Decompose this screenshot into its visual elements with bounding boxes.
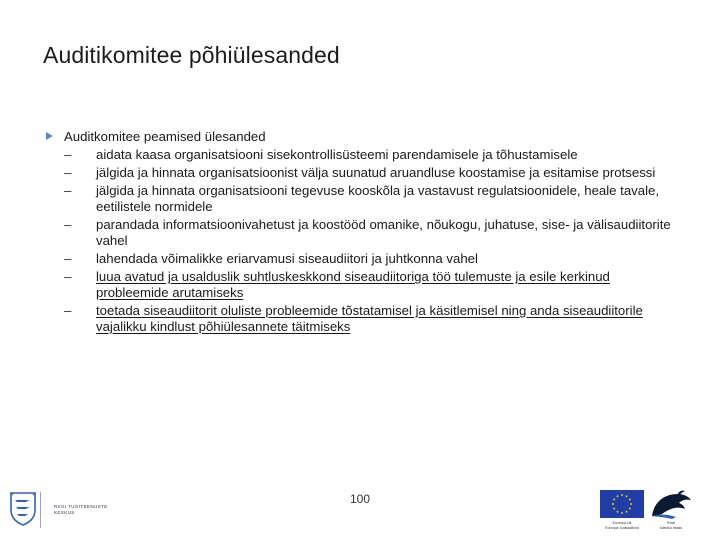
eu-caption xyxy=(598,521,646,530)
estonia-logo xyxy=(648,488,694,532)
eu-caption-line-2: Euroopa Sotsiaalfond xyxy=(605,525,639,530)
dash-bullet-icon: – xyxy=(64,147,72,162)
sub-bullet-item xyxy=(46,303,676,335)
sub-bullet-text: aidata kaasa organisatsiooni sisekontrollisüsteemi parendamisele ja tõhustamisele xyxy=(96,147,578,162)
logo-text-line-2: KESKUS xyxy=(54,510,75,515)
logo-text xyxy=(54,504,108,516)
sub-bullet-text: luua avatud ja usalduslik suhtluskeskkond siseaudiitoriga töö tulemuste ja esile kerkinud probleemide arutamiseks xyxy=(96,269,610,300)
triangle-bullet-icon xyxy=(46,132,53,140)
dash-bullet-icon: – xyxy=(64,217,72,232)
sub-bullet-item xyxy=(46,165,676,181)
dash-bullet-icon: – xyxy=(64,183,72,198)
main-bullet-item xyxy=(46,129,686,145)
sub-bullet-text: lahendada võimalikke eriarvamusi siseaudiitori ja juhtkonna vahel xyxy=(96,251,478,266)
dash-bullet-icon: – xyxy=(64,251,72,266)
logo-divider xyxy=(40,492,41,528)
sub-bullet-item xyxy=(46,251,676,267)
sub-bullet-text: toetada siseaudiitorit oluliste probleemide tõstatamisel ja käsitlemisel ning anda siseaudiitorile vajalikku kindlust põhiülesannete täitmiseks xyxy=(96,303,643,334)
estonia-caption-line-1: Eesti xyxy=(667,521,675,525)
sub-bullet-item xyxy=(46,217,676,249)
dash-bullet-icon: – xyxy=(64,303,72,318)
coat-of-arms-icon xyxy=(10,492,36,526)
dash-bullet-icon: – xyxy=(64,165,72,180)
estonia-caption xyxy=(648,521,694,530)
sub-bullet-item xyxy=(46,269,676,301)
eu-flag-icon xyxy=(598,488,646,520)
rtk-logo xyxy=(10,492,110,528)
sub-bullet-text: jälgida ja hinnata organisatsiooni tegevuse kooskõla ja vastavust regulatsioonidele, heale tavale, eetilistele normidele xyxy=(96,183,660,214)
swallow-bird-icon xyxy=(648,488,694,520)
sub-bullet-item xyxy=(46,147,676,163)
eu-logo xyxy=(598,488,646,532)
sub-bullet-list xyxy=(46,147,686,335)
main-bullet-text: Auditkomitee peamised ülesanded xyxy=(64,129,266,144)
estonia-caption-line-2: tuleviku heaks xyxy=(659,525,683,530)
sub-bullet-text: jälgida ja hinnata organisatsioonist välja suunatud aruandluse koostamise ja esitamise protsessi xyxy=(96,165,656,180)
sub-bullet-text: parandada informatsioonivahetust ja koostööd omanike, nõukogu, juhatuse, sise- ja välisaudiitorite vahel xyxy=(96,217,671,248)
logo-text-line-1: RIIGI TUGITEENUSTE xyxy=(54,504,108,509)
slide-title: Auditikomitee põhiülesanded xyxy=(43,42,340,68)
page-number: 100 xyxy=(349,492,371,506)
eu-caption-line-1: Euroopa Liit xyxy=(612,521,632,525)
sub-bullet-item xyxy=(46,183,676,215)
dash-bullet-icon: – xyxy=(64,269,72,284)
slide-content xyxy=(46,129,686,337)
